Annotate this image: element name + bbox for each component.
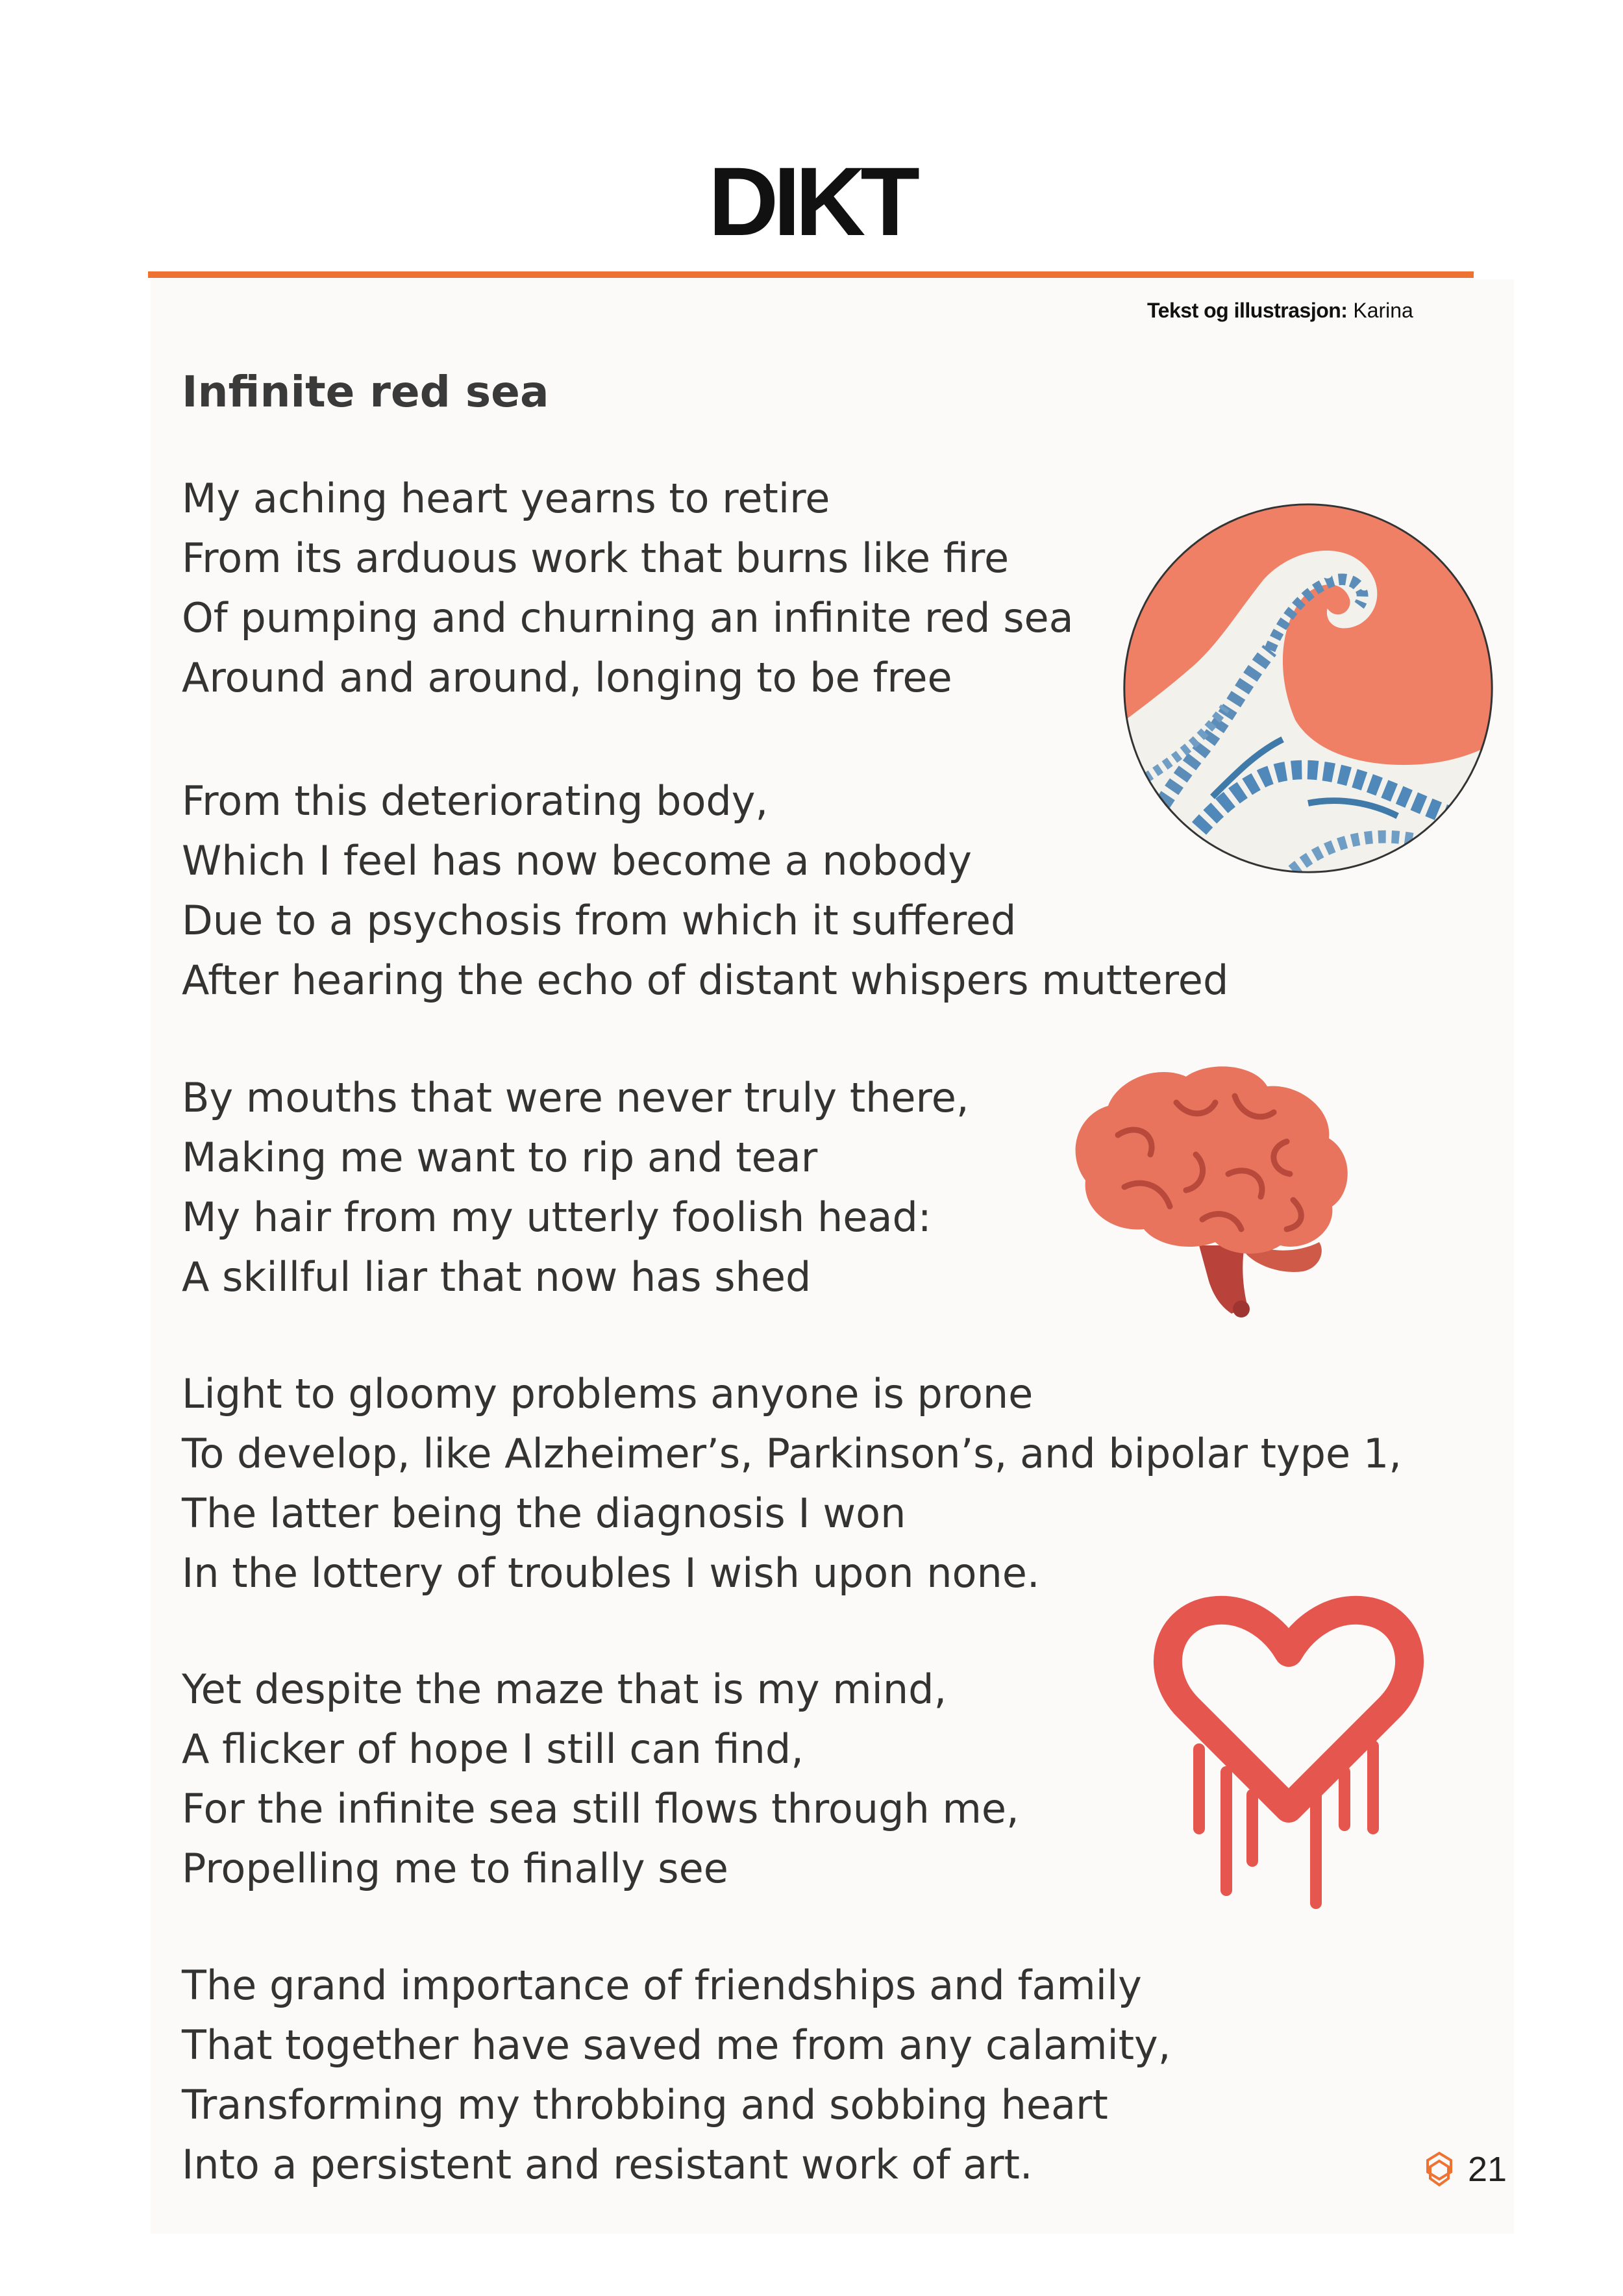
poem-stanza-2 — [182, 771, 1228, 1010]
poem-line: Of pumping and churning an infinite red sea — [182, 594, 1074, 642]
poem-line: Light to gloomy problems anyone is prone — [182, 1370, 1034, 1417]
credit-name: Karina — [1353, 299, 1413, 322]
poem-line: A flicker of hope I still can find, — [182, 1725, 804, 1773]
poem-line: The latter being the diagnosis I won — [182, 1490, 906, 1537]
poem-line: Making me want to rip and tear — [182, 1134, 818, 1181]
poem-line: My hair from my utterly foolish head: — [182, 1193, 932, 1241]
poem-line: Into a persistent and resistant work of art. — [182, 2141, 1033, 2188]
poem-stanza-4 — [182, 1364, 1402, 1603]
poem-stanza-5 — [182, 1660, 1019, 1899]
poem-line: From its arduous work that burns like fire — [182, 534, 1010, 582]
poem-line: My aching heart yearns to retire — [182, 475, 830, 522]
credit-label: Tekst og illustrasjon: — [1147, 299, 1348, 322]
title-divider — [148, 271, 1474, 278]
poem-line: In the lottery of troubles I wish upon none. — [182, 1549, 1040, 1597]
poem-line: By mouths that were never truly there, — [182, 1074, 969, 1121]
poem-line: For the infinite sea still flows through me, — [182, 1785, 1019, 1832]
poem-line: To develop, like Alzheimer’s, Parkinson’s, and bipolar type 1, — [182, 1430, 1402, 1477]
poem-line: Due to a psychosis from which it suffered — [182, 897, 1017, 944]
poem-line: Transforming my throbbing and sobbing heart — [182, 2081, 1108, 2128]
poem-line: After hearing the echo of distant whispers muttered — [182, 956, 1229, 1004]
poem-stanza-1 — [182, 469, 1074, 708]
poem-line: Yet despite the maze that is my mind, — [182, 1666, 947, 1713]
bleeding-heart-icon — [1149, 1594, 1428, 1912]
poem-stanza-3 — [182, 1068, 969, 1307]
poem-stanza-6 — [182, 1956, 1171, 2195]
great-wave-icon — [1117, 497, 1500, 880]
poem-line: That together have saved me from any calamity, — [182, 2021, 1171, 2069]
poem-line: A skillful liar that now has shed — [182, 1253, 812, 1301]
poem-line: From this deteriorating body, — [182, 777, 769, 825]
page-number-text: 21 — [1468, 2150, 1507, 2189]
hexagon-logo-icon — [1425, 2151, 1454, 2188]
page-number — [1425, 2149, 1507, 2190]
poem-title: Infinite red sea — [182, 367, 549, 417]
credit-line — [1147, 299, 1413, 323]
brain-icon — [1047, 1057, 1365, 1323]
page-title: DIKT — [708, 147, 915, 256]
poem-line: Which I feel has now become a nobody — [182, 837, 972, 884]
poem-line: The grand importance of friendships and family — [182, 1962, 1142, 2009]
poem-line: Propelling me to finally see — [182, 1845, 728, 1892]
poem-line: Around and around, longing to be free — [182, 654, 952, 701]
